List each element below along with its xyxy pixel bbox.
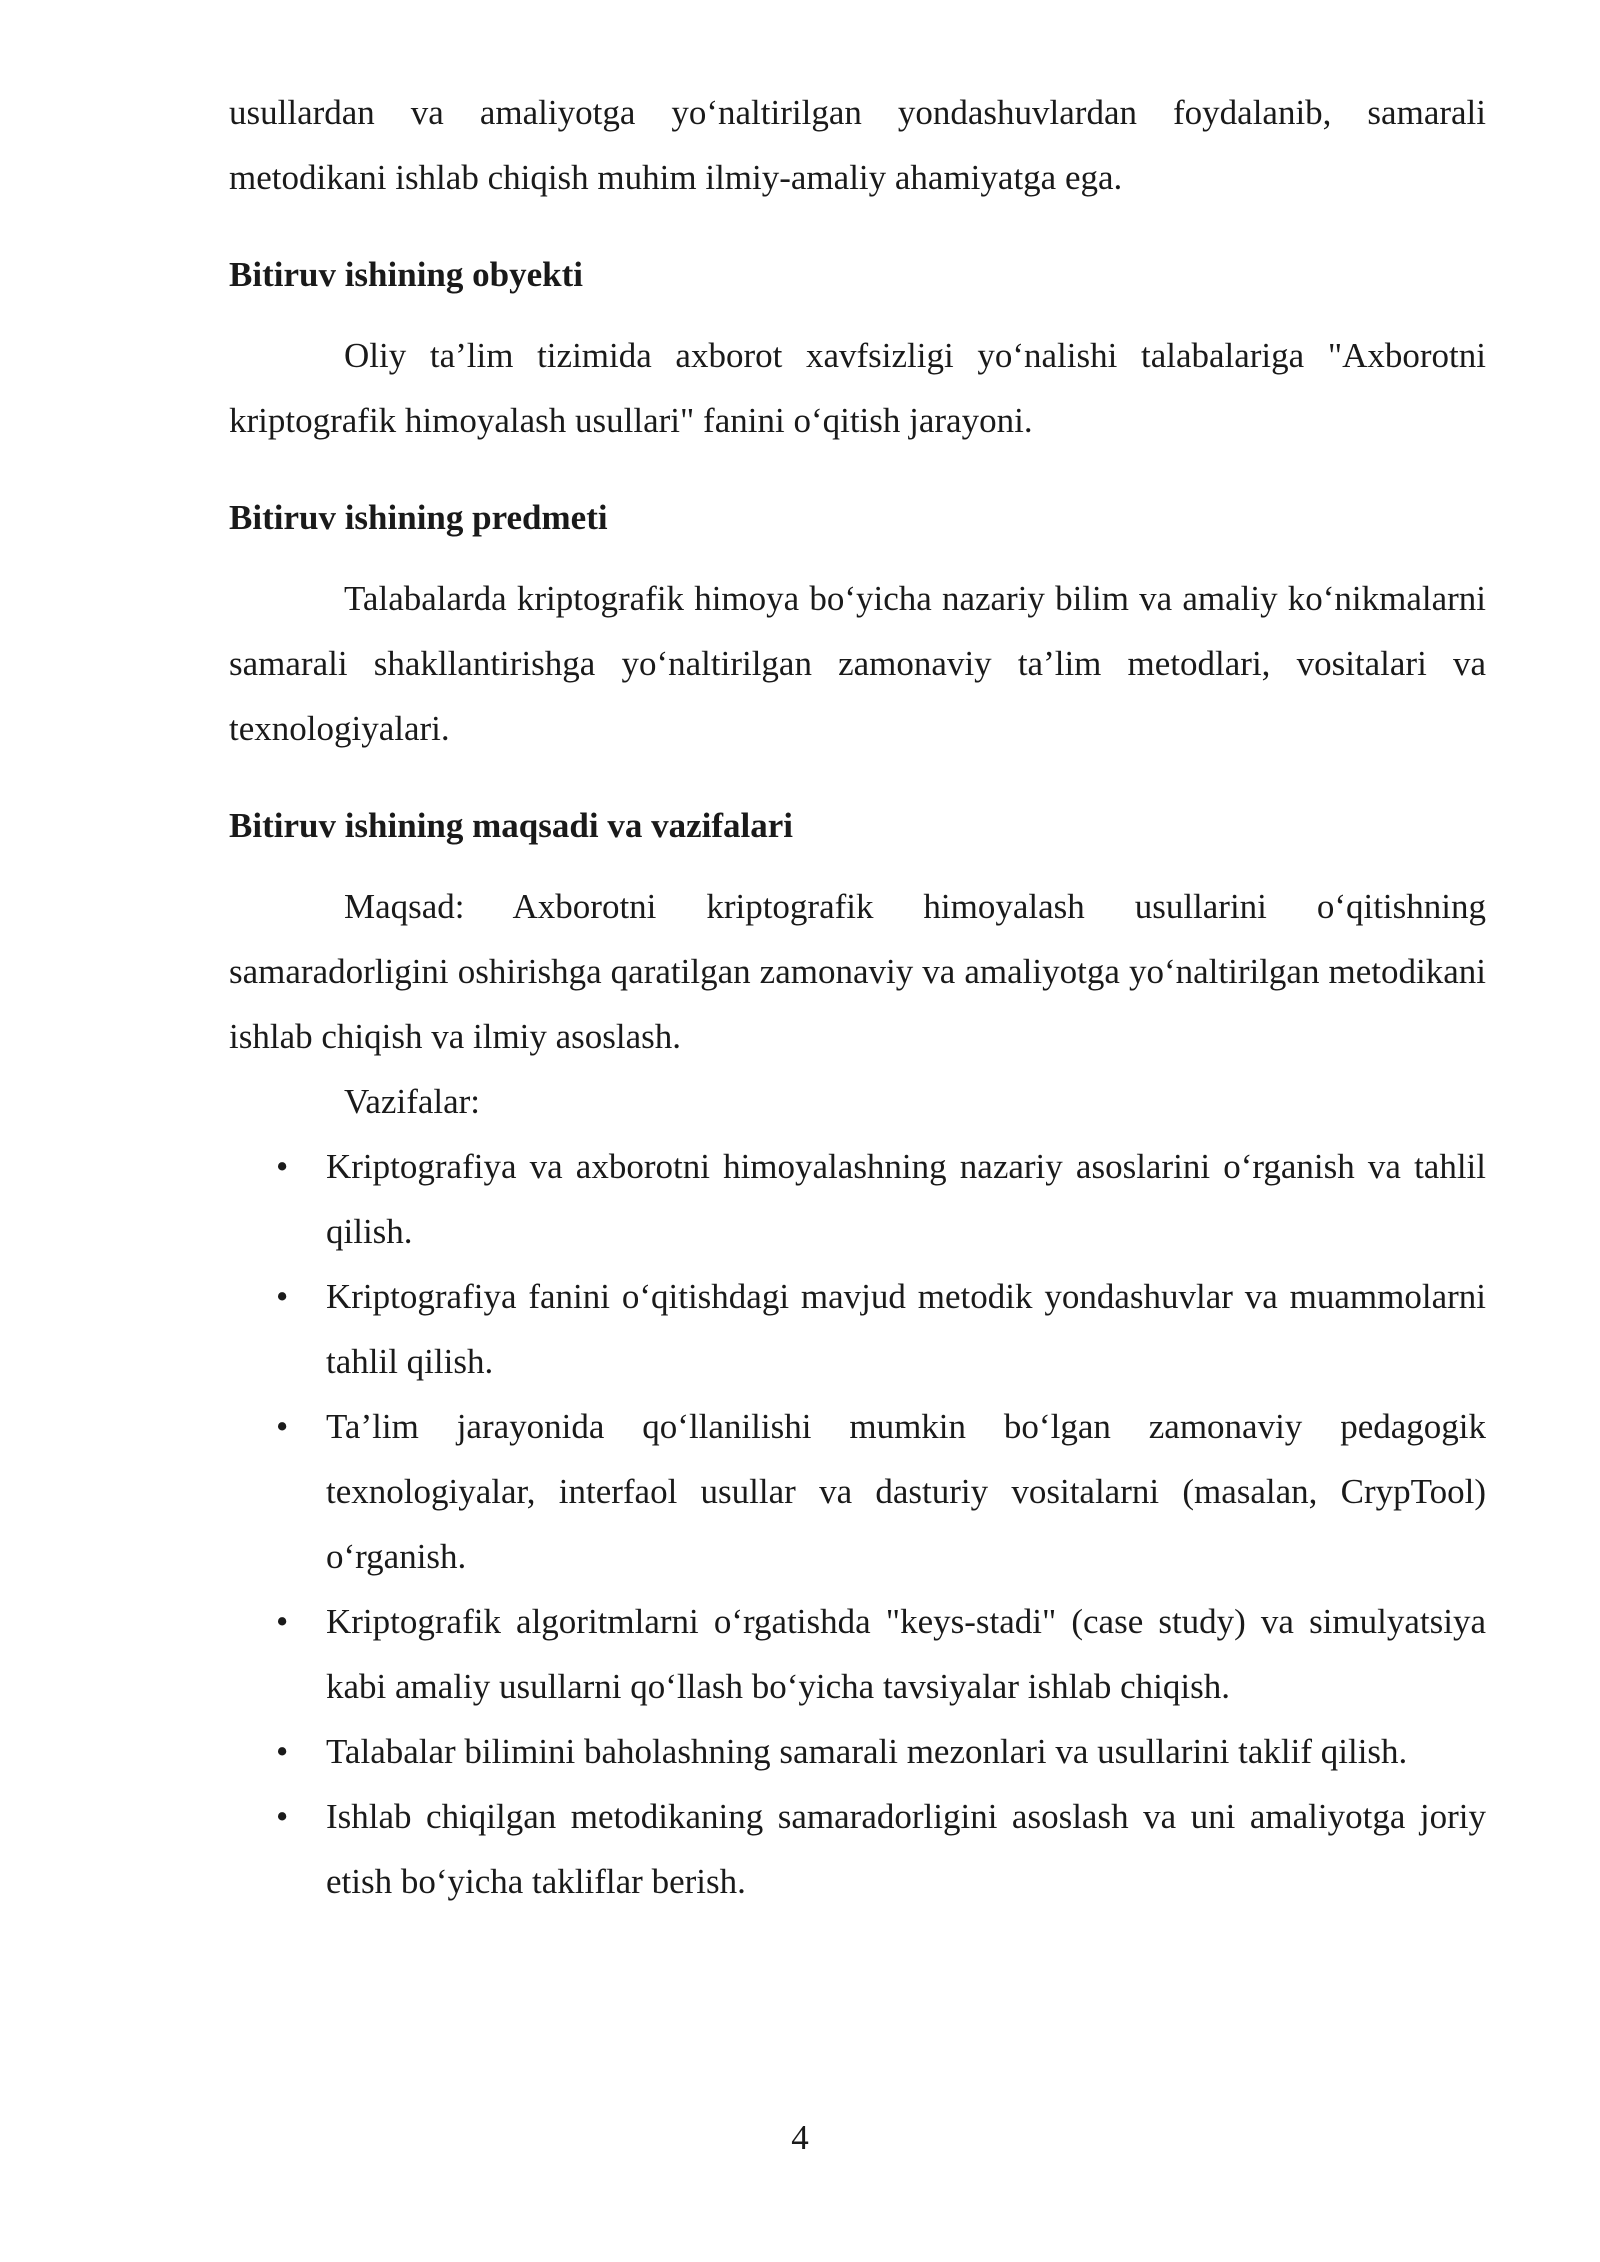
object-paragraph: Oliy ta’lim tizimida axborot xavfsizligi yo‘nalishi talabalariga "Axborotni kriptografik himoyalash usullari" fanini o‘qitish jarayoni. [229, 336, 1486, 440]
list-item [229, 1589, 1486, 1719]
document-page [229, 80, 1486, 1914]
subject-paragraph: Talabalarda kriptografik himoya bo‘yicha nazariy bilim va amaliy ko‘nikmalarni samarali shakllantirishga yo‘naltirilgan zamonaviy ta’lim metodlari, vositalari va texnologiyalari. [229, 579, 1486, 748]
bullet-icon: • [276, 1147, 289, 1186]
intro-paragraph: usullardan va amaliyotga yo‘naltirilgan yondashuvlardan foydalanib, samarali metodikani ishlab chiqish muhim ilmiy-amaliy ahamiyatga ega. [229, 93, 1486, 197]
subject-heading: Bitiruv ishining predmeti [229, 498, 608, 537]
bullet-icon: • [276, 1407, 289, 1446]
bullet-icon: • [276, 1277, 289, 1316]
goal-heading: Bitiruv ishining maqsadi va vazifalari [229, 806, 793, 845]
bullet-icon: • [276, 1602, 289, 1641]
object-heading: Bitiruv ishining obyekti [229, 255, 583, 294]
task-text: Ta’lim jarayonida qo‘llanilishi mumkin bo‘lgan zamonaviy pedagogik texnologiyalar, interfaol usullar va dasturiy vositalarni (masalan, CrypTool) o‘rganish. [326, 1407, 1486, 1576]
tasks-list [229, 1134, 1486, 1914]
list-item [229, 1719, 1486, 1784]
list-item [229, 1784, 1486, 1914]
task-text: Kriptografiya fanini o‘qitishdagi mavjud metodik yondashuvlar va muammolarni tahlil qilish. [326, 1277, 1486, 1381]
goal-paragraph: Maqsad: Axborotni kriptografik himoyalash usullarini o‘qitishning samaradorligini oshirishga qaratilgan zamonaviy va amaliyotga yo‘naltirilgan metodikani ishlab chiqish va ilmiy asoslash. [229, 887, 1486, 1056]
list-item [229, 1394, 1486, 1589]
bullet-icon: • [276, 1732, 289, 1771]
task-text: Talabalar bilimini baholashning samarali mezonlari va usullarini taklif qilish. [326, 1732, 1408, 1771]
list-item [229, 1134, 1486, 1264]
task-text: Kriptografiya va axborotni himoyalashning nazariy asoslarini o‘rganish va tahlil qilish. [326, 1147, 1486, 1251]
task-text: Kriptografik algoritmlarni o‘rgatishda "keys-stadi" (case study) va simulyatsiya kabi amaliy usullarni qo‘llash bo‘yicha tavsiyalar ishlab chiqish. [326, 1602, 1486, 1706]
list-item [229, 1264, 1486, 1394]
page-number: 4 [791, 2118, 809, 2157]
tasks-label: Vazifalar: [344, 1082, 481, 1121]
task-text: Ishlab chiqilgan metodikaning samaradorligini asoslash va uni amaliyotga joriy etish bo‘yicha takliflar berish. [326, 1797, 1486, 1901]
bullet-icon: • [276, 1797, 289, 1836]
